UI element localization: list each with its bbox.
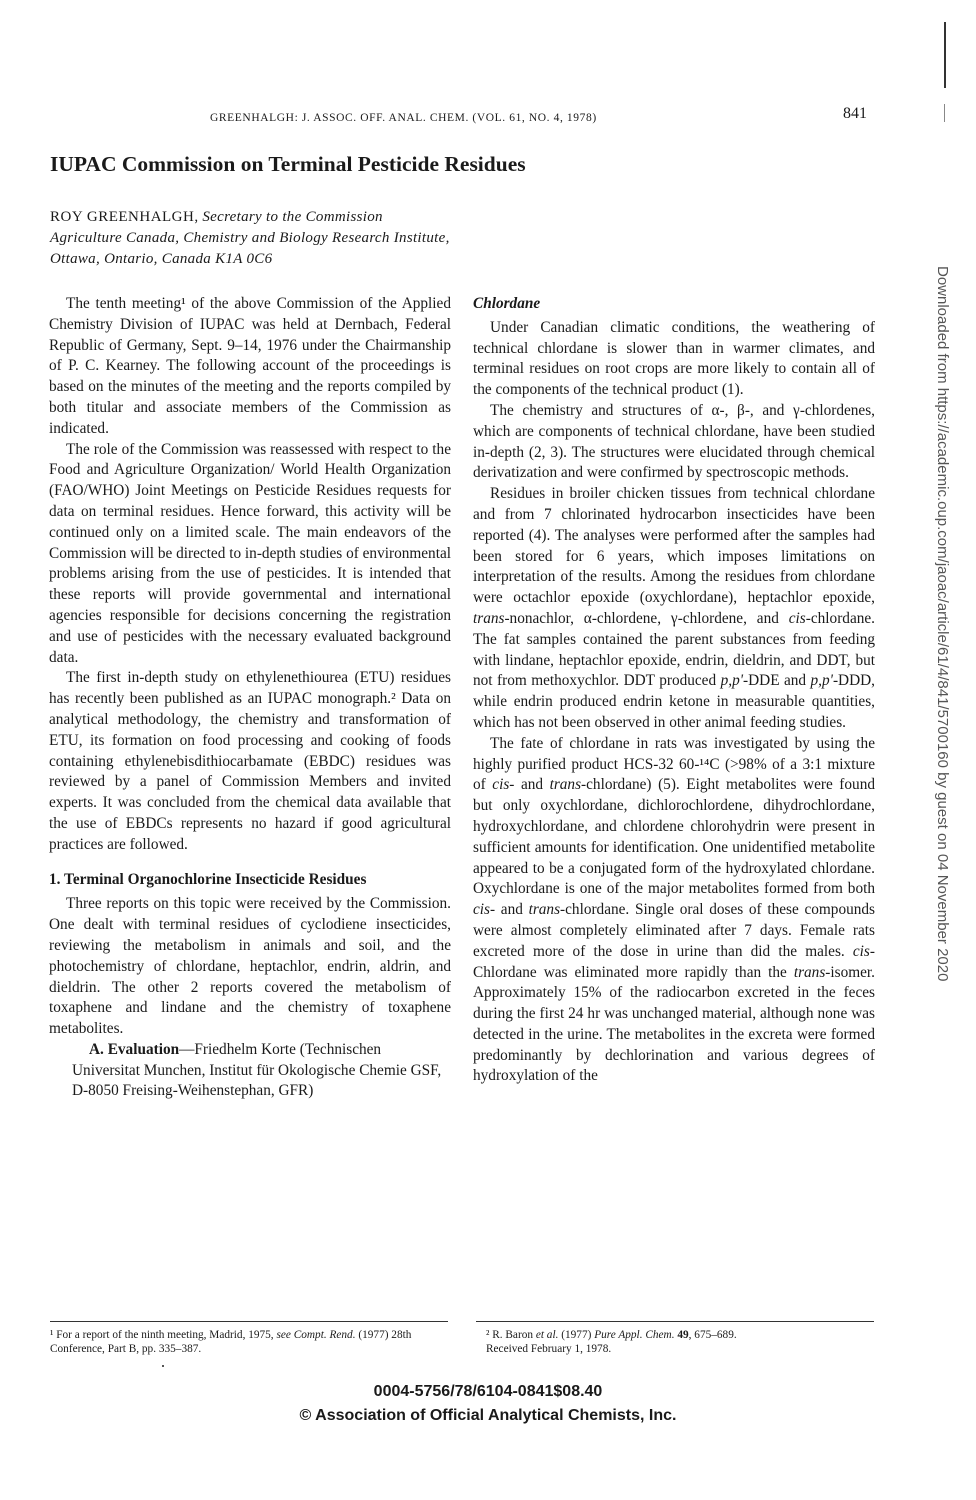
paragraph-intro: The tenth meeting¹ of the above Commission of the Applied Chemistry Division of IUPAC was held at Dernbach, Federal Republic of Germany, Sept. 9–14, 1976 under the Chairmanship of P. C. Kearney. The following account of the proceedings is based on the minutes of the meeting and the reports compiled by both titular and associate members of the Commission as indicated. bbox=[49, 295, 451, 437]
paragraph-broiler: Residues in broiler chicken tissues from technical chlordane and from 7 chlorinated hydrocarbon insecticides have been reported (4). The analyses were performed after the samples had been stored for 6 years, which imposes limitations on interpretation of the results. Among the residues from chlordane were octachlor epoxide (oxychlordane), heptachlor epoxide, trans-nonachlor, α-chlordene, γ-chlordene, and cis-chlordane. The fat samples contained the parent substances from feeding with lindane, heptachlor epoxide, endrin, dieldrin, and DDT, but not from methoxychlor. DDT produced p,p'-DDE and p,p'-DDD, while endrin produced endrin ketone in measurable quantities, which has not been observed in other animal feeding studies. bbox=[473, 485, 875, 731]
paragraph-role: The role of the Commission was reassessed with respect to the Food and Agriculture Organization/ World Health Organization (FAO/WHO) Joint Meetings on Pesticide Residues requests for data on terminal residues. Hence forward, this activity will be continued only on a limited scale. The main endeavors of the Commission will be directed to in-depth studies of environmental problems arising from the use of pesticides. It is intended that these reports will provide governmental and international agencies responsible for decisions concerning the registration and use of pesticides with the necessary evaluated background data. bbox=[49, 440, 451, 666]
footer-copyright: © Association of Official Analytical Chemists, Inc. bbox=[299, 1407, 677, 1424]
footnote-2: ² R. Baron et al. (1977) Pure Appl. Chem. 49, 675–689. Received February 1, 1978. bbox=[486, 1328, 876, 1356]
page-edge-tick bbox=[944, 104, 945, 122]
stray-dot bbox=[162, 1365, 164, 1367]
right-column bbox=[473, 294, 875, 1087]
paragraph-reports: Three reports on this topic were received by the Commission. One dealt with terminal residues of cyclodiene insecticides, reviewing the metabolism in animals and soil, and the photochemistry of chlordane, heptachlor, endrin, aldrin, and dieldrin. The other 2 reports covered the metabolism of toxaphene and lindane and the chemistry of toxaphene metabolites. bbox=[49, 895, 451, 1038]
download-watermark bbox=[925, 266, 953, 1146]
running-head: GREENHALGH: J. ASSOC. OFF. ANAL. CHEM. (VOL. 61, NO. 4, 1978) bbox=[210, 112, 597, 124]
paragraph-etu: The first in-depth study on ethylenethiourea (ETU) residues has recently been published as an IUPAC monograph.² Data on analytical methodology, the chemistry and transformation of ETU, its formation on food processing and cooking of foods containing ethylenebisdithiocarbamate (EBDC) residues was reviewed by a panel of Commission Members and invited experts. It was concluded from the chemical data available that the use of EBDCs represents no hazard if good agricultural practices are followed. bbox=[49, 669, 451, 853]
page-number: 841 bbox=[843, 105, 867, 122]
author-line bbox=[50, 207, 450, 228]
footnote-rule-right bbox=[476, 1321, 874, 1322]
left-column bbox=[49, 294, 451, 1102]
chlordane-heading: Chlordane bbox=[473, 295, 541, 312]
evaluation-label: A. Evaluation bbox=[89, 1040, 180, 1058]
affiliation-line-1: Agriculture Canada, Chemistry and Biology Research Institute, bbox=[50, 230, 450, 246]
author-role: Secretary to the Commission bbox=[202, 209, 383, 225]
author-name: ROY GREENHALGH, bbox=[50, 209, 199, 225]
received-date: Received February 1, 1978. bbox=[486, 1343, 612, 1355]
footnote-1: ¹ For a report of the ninth meeting, Madrid, 1975, see Compt. Rend. (1977) 28th Conference, Part B, pp. 335–387. bbox=[50, 1329, 412, 1355]
footer-code: 0004-5756/78/6104-0841$08.40 bbox=[373, 1383, 603, 1400]
evaluation-text: —Friedhelm Korte (Technischen Universitat Munchen, Institut für Okologische Chemie GSF, D-8050 Freising-Weihenstephan, GFR) bbox=[72, 1040, 442, 1100]
paragraph-structures: The chemistry and structures of α-, β-, and γ-chlordenes, which are components of technical chlordane, have been studied in-depth (2, 3). The structures were elucidated through chemical derivatization and were confirmed by spectroscopic methods. bbox=[473, 401, 875, 482]
paragraph-weathering: Under Canadian climatic conditions, the weathering of technical chlordane is slower than in warmer climates, and terminal residues on root crops are more likely to contain all of the components of the technical product (1). bbox=[473, 318, 875, 399]
watermark-text: Downloaded from https://academic.oup.com/jaoac/article/61/4/841/5700160 by guest on 04 November 2020 bbox=[934, 266, 951, 982]
affiliation-line-2: Ottawa, Ontario, Canada K1A 0C6 bbox=[50, 251, 273, 267]
author-block bbox=[50, 207, 450, 270]
article-title: IUPAC Commission on Terminal Pesticide Residues bbox=[50, 152, 526, 176]
footnote-rule-left bbox=[50, 1321, 448, 1322]
paragraph-rats: The fate of chlordane in rats was investigated by using the highly purified product HCS-32 60-¹⁴C (>98% of a 3:1 mixture of cis- and trans-chlordane) (5). Eight metabolites were found but only oxychlordane, dichlorochlordene, dihydrochlordane, hydroxychlordane, and chlordene chlorohydrin were present in sufficient amounts for identification. One unidentified metabolite appeared to be a conjugated form of the hydroxylated chlordane. Oxychlordane is one of the major metabolites formed from both cis- and trans-chlordane. Single oral doses of these compounds were almost completely eliminated after 7 days. Female rats excreted more of the dose in urine than did the males. cis-Chlordane was eliminated more rapidly than the trans-isomer. Approximately 15% of the radiocarbon excreted in the feces during the first 24 hr was unchanged material, although none was detected in the urine. The metabolites in the excreta were formed predominantly by dechlorination and various degrees of hydroxylation of the bbox=[473, 734, 875, 1085]
page-edge-rule bbox=[944, 22, 946, 88]
evaluation-item bbox=[49, 1040, 451, 1102]
section-heading: 1. Terminal Organochlorine Insecticide Residues bbox=[49, 870, 367, 888]
